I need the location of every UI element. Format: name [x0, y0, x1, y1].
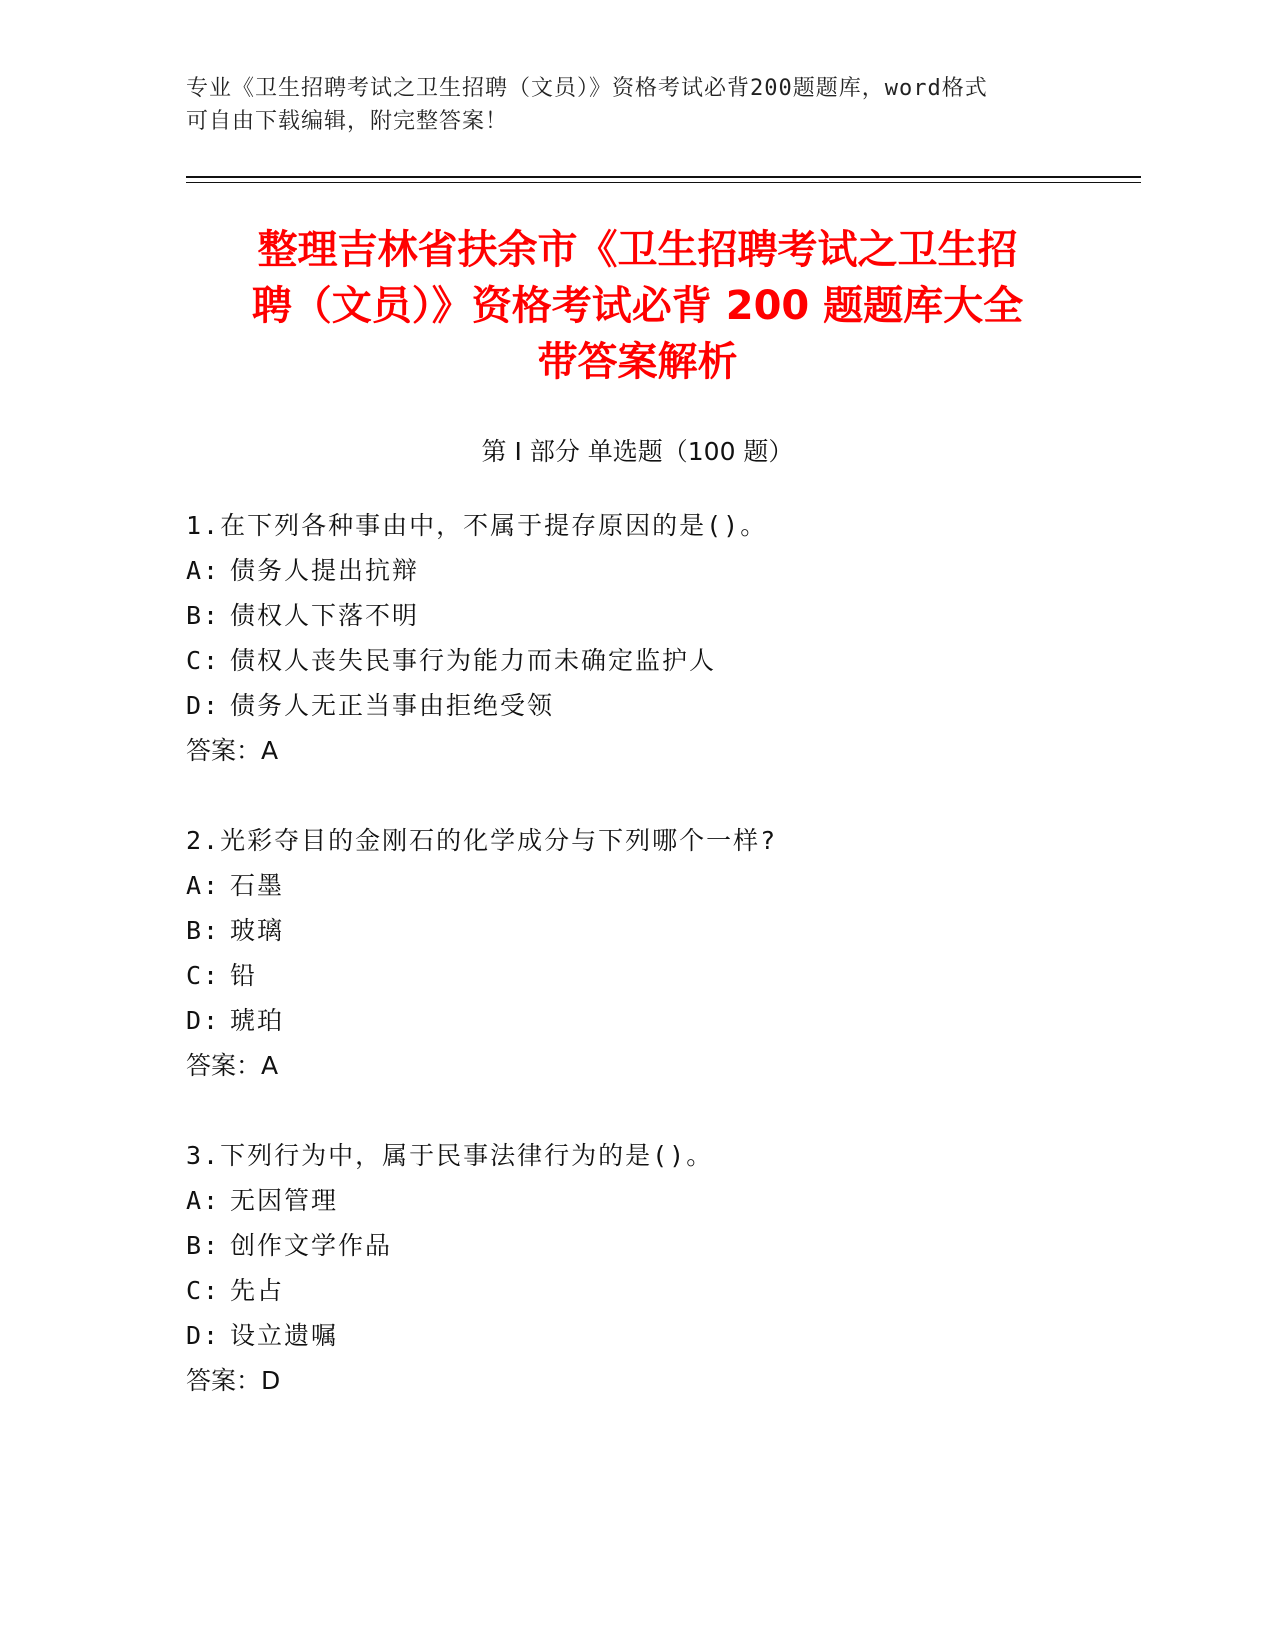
option-letter: B:	[186, 601, 221, 630]
option-a	[186, 1178, 1086, 1223]
option-letter: C:	[186, 1276, 221, 1305]
answer-line: 答案：A	[186, 736, 279, 765]
option-a	[186, 548, 1086, 593]
option-letter: A:	[186, 871, 221, 900]
document-title-line-1: 整理吉林省扶余市《卫生招聘考试之卫生招	[257, 227, 1018, 273]
option-text: 铅	[230, 961, 258, 990]
option-letter: C:	[186, 961, 221, 990]
option-text: 先占	[230, 1276, 285, 1305]
option-text: 无因管理	[230, 1186, 339, 1215]
header-note-line-2: 可自由下载编辑，附完整答案！	[186, 109, 509, 134]
header-divider-thin	[186, 182, 1141, 183]
question-stem: 3.下列行为中，属于民事法律行为的是()。	[186, 1141, 714, 1170]
option-text: 债权人丧失民事行为能力而未确定监护人	[230, 646, 717, 675]
document-title-line-2: 聘（文员）》资格考试必背 200 题题库大全	[251, 283, 1024, 329]
option-text: 设立遗嘱	[230, 1321, 339, 1350]
document-title	[180, 222, 1095, 390]
option-text: 玻璃	[230, 916, 285, 945]
header-divider-thick	[186, 176, 1141, 178]
question-2	[186, 818, 1086, 1088]
option-c	[186, 953, 1086, 998]
question-1	[186, 503, 1086, 773]
answer-line: 答案：A	[186, 1051, 279, 1080]
option-c	[186, 638, 1086, 683]
option-text: 债权人下落不明	[230, 601, 420, 630]
question-stem: 2.光彩夺目的金刚石的化学成分与下列哪个一样?	[186, 826, 778, 855]
option-d	[186, 683, 1086, 728]
question-stem: 1.在下列各种事由中，不属于提存原因的是()。	[186, 511, 768, 540]
option-letter: B:	[186, 916, 221, 945]
document-title-line-3: 带答案解析	[537, 339, 738, 385]
option-letter: D:	[186, 1321, 221, 1350]
option-letter: B:	[186, 1231, 221, 1260]
question-3	[186, 1133, 1086, 1403]
header-note-line-1: 专业《卫生招聘考试之卫生招聘（文员）》资格考试必背200题题库，word格式	[186, 76, 988, 101]
option-d	[186, 1313, 1086, 1358]
option-a	[186, 863, 1086, 908]
option-c	[186, 1268, 1086, 1313]
option-b	[186, 593, 1086, 638]
option-text: 创作文学作品	[230, 1231, 393, 1260]
option-b	[186, 908, 1086, 953]
answer-line: 答案：D	[186, 1366, 281, 1395]
option-letter: D:	[186, 691, 221, 720]
header-note	[186, 72, 1086, 138]
option-letter: D:	[186, 1006, 221, 1035]
option-letter: A:	[186, 1186, 221, 1215]
option-letter: C:	[186, 646, 221, 675]
option-text: 琥珀	[230, 1006, 285, 1035]
option-letter: A:	[186, 556, 221, 585]
option-text: 石墨	[230, 871, 285, 900]
option-b	[186, 1223, 1086, 1268]
option-text: 债务人提出抗辩	[230, 556, 420, 585]
option-text: 债务人无正当事由拒绝受领	[230, 691, 555, 720]
option-d	[186, 998, 1086, 1043]
section-heading: 第 I 部分 单选题（100 题）	[481, 437, 794, 466]
